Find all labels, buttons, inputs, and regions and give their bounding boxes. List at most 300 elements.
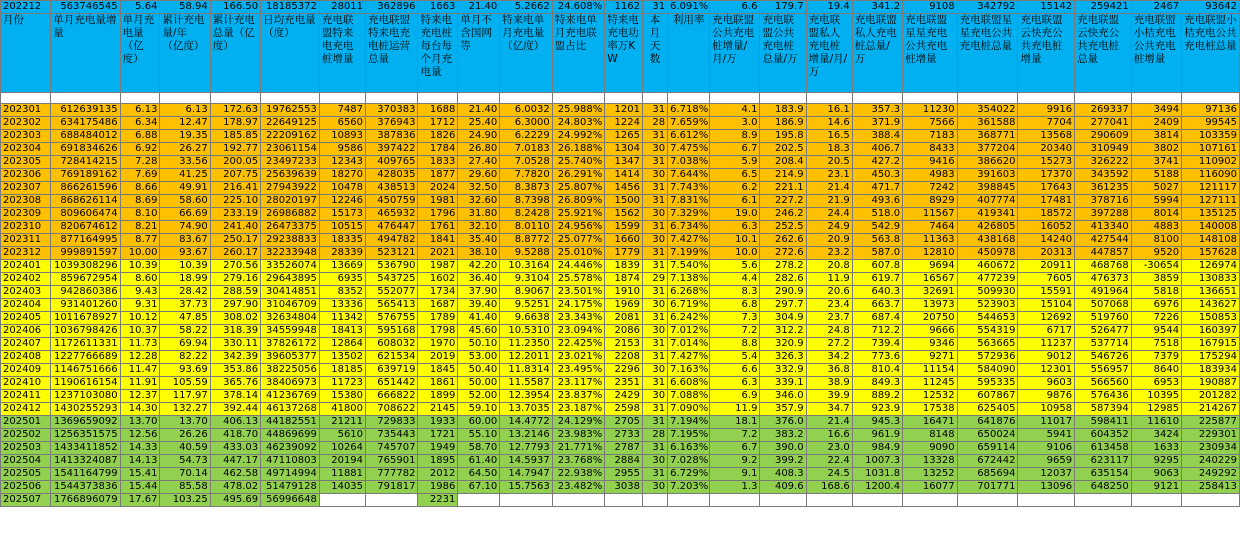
cell[interactable]: 397288 <box>1075 208 1132 221</box>
cell[interactable]: 207.75 <box>210 169 260 182</box>
cell[interactable]: 38.10 <box>458 247 500 260</box>
cell[interactable]: 67.10 <box>458 481 500 494</box>
cell[interactable]: 7.088% <box>668 390 710 403</box>
cell[interactable]: 12301 <box>1018 364 1075 377</box>
cell[interactable] <box>1018 494 1075 507</box>
cell[interactable]: 39.9 <box>806 390 852 403</box>
cell[interactable]: 2787 <box>605 442 643 455</box>
cell[interactable]: 13669 <box>319 260 365 273</box>
cell[interactable]: 61.40 <box>458 455 500 468</box>
cell[interactable]: 607867 <box>957 390 1018 403</box>
cell[interactable]: 5027 <box>1131 182 1181 195</box>
cell[interactable]: 7226 <box>1131 312 1181 325</box>
cell[interactable]: 22649125 <box>261 117 320 130</box>
cell[interactable]: 23.187% <box>552 403 604 416</box>
cell[interactable]: 418.70 <box>210 429 260 442</box>
empty-cell[interactable] <box>1131 93 1181 104</box>
cell[interactable]: 6.719% <box>668 299 710 312</box>
cell[interactable]: 32.10 <box>458 221 500 234</box>
cell[interactable]: 406.7 <box>852 143 902 156</box>
cell[interactable]: 32634804 <box>261 312 320 325</box>
cell[interactable]: 8.21 <box>120 221 160 234</box>
cell[interactable]: 729833 <box>366 416 418 429</box>
cell[interactable]: 9063 <box>1131 468 1181 481</box>
cell[interactable]: 8.69 <box>120 195 160 208</box>
cell[interactable]: 20911 <box>1018 260 1075 273</box>
cell[interactable]: 23.495% <box>552 364 604 377</box>
cell[interactable]: 9.3104 <box>500 273 552 286</box>
cell[interactable]: 42.20 <box>458 260 500 273</box>
column-header[interactable]: 本月天数 <box>642 14 667 93</box>
cell[interactable]: 7.0183 <box>500 143 552 156</box>
cell[interactable]: 31 <box>642 403 667 416</box>
cell[interactable]: 8.0110 <box>500 221 552 234</box>
cell[interactable]: 576755 <box>366 312 418 325</box>
empty-cell[interactable] <box>1075 93 1132 104</box>
cell[interactable]: 523903 <box>957 299 1018 312</box>
cell[interactable]: 391603 <box>957 169 1018 182</box>
cell[interactable]: 471.7 <box>852 182 902 195</box>
cell[interactable]: 11017 <box>1018 416 1075 429</box>
cell[interactable]: 47.85 <box>160 312 210 325</box>
cell[interactable]: 56996648 <box>261 494 320 507</box>
cell[interactable]: 230934 <box>1182 442 1240 455</box>
cell[interactable]: 361235 <box>1075 182 1132 195</box>
cell[interactable]: 1456 <box>605 182 643 195</box>
summary-cell[interactable]: 6.091% <box>668 1 710 14</box>
cell[interactable]: 202312 <box>1 247 51 260</box>
cell[interactable]: 9916 <box>1018 104 1075 117</box>
cell[interactable]: 185.85 <box>210 130 260 143</box>
cell[interactable]: 13328 <box>903 455 958 468</box>
cell[interactable]: 370383 <box>366 104 418 117</box>
cell[interactable]: 7487 <box>319 104 365 117</box>
cell[interactable]: 31 <box>642 260 667 273</box>
cell[interactable]: 21.4 <box>806 416 852 429</box>
cell[interactable]: 15.7563 <box>500 481 552 494</box>
cell[interactable]: 409765 <box>366 156 418 169</box>
cell[interactable]: 2598 <box>605 403 643 416</box>
cell[interactable]: 542.9 <box>852 221 902 234</box>
cell[interactable]: 195.8 <box>760 130 806 143</box>
cell[interactable]: 260.17 <box>210 247 260 260</box>
cell[interactable]: 24.8 <box>806 325 852 338</box>
cell[interactable]: 7.2 <box>710 325 760 338</box>
cell[interactable]: 54.73 <box>160 455 210 468</box>
summary-cell[interactable]: 1162 <box>605 1 643 14</box>
cell[interactable]: 38406973 <box>261 377 320 390</box>
cell[interactable]: 40.59 <box>160 442 210 455</box>
cell[interactable]: 1541164799 <box>51 468 120 481</box>
cell[interactable]: 12864 <box>319 338 365 351</box>
cell[interactable]: 651442 <box>366 377 418 390</box>
cell[interactable]: 10.1 <box>710 234 760 247</box>
cell[interactable]: 9.5288 <box>500 247 552 260</box>
cell[interactable]: 15273 <box>1018 156 1075 169</box>
cell[interactable]: 576436 <box>1075 390 1132 403</box>
cell[interactable]: 103359 <box>1182 130 1240 143</box>
cell[interactable]: 1874 <box>605 273 643 286</box>
cell[interactable]: 310949 <box>1075 143 1132 156</box>
cell[interactable]: 282.6 <box>760 273 806 286</box>
cell[interactable]: 6935 <box>319 273 365 286</box>
cell[interactable]: 595335 <box>957 377 1018 390</box>
cell[interactable]: 320.9 <box>760 338 806 351</box>
cell[interactable]: 378716 <box>1075 195 1132 208</box>
column-header[interactable]: 特来电充电桩每台每个月充电量 <box>418 14 458 93</box>
cell[interactable]: 1414 <box>605 169 643 182</box>
cell[interactable]: 7.3 <box>710 312 760 325</box>
cell[interactable]: 650024 <box>957 429 1018 442</box>
cell[interactable]: 202503 <box>1 442 51 455</box>
cell[interactable] <box>1131 494 1181 507</box>
cell[interactable]: 18270 <box>319 169 365 182</box>
cell[interactable]: 26473375 <box>261 221 320 234</box>
cell[interactable]: 7464 <box>903 221 958 234</box>
cell[interactable]: 19.0 <box>710 208 760 221</box>
cell[interactable]: 1433411852 <box>51 442 120 455</box>
cell[interactable]: 1839 <box>605 260 643 273</box>
cell[interactable]: 5610 <box>319 429 365 442</box>
cell[interactable]: 6.88 <box>120 130 160 143</box>
cell[interactable]: 8.9 <box>710 130 760 143</box>
cell[interactable]: 30 <box>642 364 667 377</box>
cell[interactable]: 31 <box>642 104 667 117</box>
cell[interactable]: 563.8 <box>852 234 902 247</box>
cell[interactable]: 791817 <box>366 481 418 494</box>
cell[interactable]: 8.8772 <box>500 234 552 247</box>
cell[interactable]: 330.11 <box>210 338 260 351</box>
cell[interactable]: 565413 <box>366 299 418 312</box>
cell[interactable]: 49.91 <box>160 182 210 195</box>
cell[interactable]: 399.2 <box>760 455 806 468</box>
cell[interactable]: 41.40 <box>458 312 500 325</box>
cell[interactable]: 1877 <box>418 169 458 182</box>
cell[interactable]: 13.70 <box>120 416 160 429</box>
cell[interactable]: 20194 <box>319 455 365 468</box>
cell[interactable]: 554319 <box>957 325 1018 338</box>
cell[interactable]: 60.00 <box>458 416 500 429</box>
empty-cell[interactable] <box>120 93 160 104</box>
cell[interactable]: 214.9 <box>760 169 806 182</box>
cell[interactable]: 190887 <box>1182 377 1240 390</box>
cell[interactable]: 11154 <box>903 364 958 377</box>
cell[interactable]: 640.3 <box>852 286 902 299</box>
cell[interactable]: 1687 <box>418 299 458 312</box>
cell[interactable]: 4.4 <box>710 273 760 286</box>
cell[interactable]: 1845 <box>418 364 458 377</box>
cell[interactable]: 150853 <box>1182 312 1240 325</box>
cell[interactable]: 13096 <box>1018 481 1075 494</box>
cell[interactable]: 202402 <box>1 273 51 286</box>
cell[interactable]: 30 <box>642 481 667 494</box>
cell[interactable]: 31 <box>642 156 667 169</box>
cell[interactable]: 427544 <box>1075 234 1132 247</box>
cell[interactable]: 23.021% <box>552 351 604 364</box>
cell[interactable]: 202405 <box>1 312 51 325</box>
cell[interactable]: 495.69 <box>210 494 260 507</box>
summary-cell[interactable]: 342792 <box>957 1 1018 14</box>
cell[interactable]: 2208 <box>605 351 643 364</box>
cell[interactable]: 408.3 <box>760 468 806 481</box>
cell[interactable]: 343592 <box>1075 169 1132 182</box>
cell[interactable]: 476373 <box>1075 273 1132 286</box>
cell[interactable]: 50.40 <box>458 364 500 377</box>
cell[interactable]: 6.13 <box>160 104 210 117</box>
cell[interactable]: 202306 <box>1 169 51 182</box>
cell[interactable]: 16077 <box>903 481 958 494</box>
cell[interactable]: 1899 <box>418 390 458 403</box>
cell[interactable]: 23.4 <box>806 299 852 312</box>
cell[interactable]: 9.2 <box>710 455 760 468</box>
cell[interactable]: 2884 <box>605 455 643 468</box>
cell[interactable]: 8.9067 <box>500 286 552 299</box>
cell[interactable]: 1031.8 <box>852 468 902 481</box>
cell[interactable]: 41.25 <box>160 169 210 182</box>
cell[interactable]: 10.39 <box>120 260 160 273</box>
cell[interactable]: 1007.3 <box>852 455 902 468</box>
cell[interactable]: 5818 <box>1131 286 1181 299</box>
cell[interactable]: 5188 <box>1131 169 1181 182</box>
cell[interactable]: 773.6 <box>852 351 902 364</box>
cell[interactable]: 221.1 <box>760 182 806 195</box>
cell[interactable]: 2409 <box>1131 117 1181 130</box>
cell[interactable]: 3802 <box>1131 143 1181 156</box>
cell[interactable]: 38.9 <box>806 377 852 390</box>
cell[interactable]: 7183 <box>903 130 958 143</box>
cell[interactable] <box>852 494 902 507</box>
cell[interactable]: 25.988% <box>552 104 604 117</box>
cell[interactable]: 11.2350 <box>500 338 552 351</box>
cell[interactable]: 202505 <box>1 468 51 481</box>
cell[interactable]: 192.77 <box>210 143 260 156</box>
cell[interactable]: 1413324087 <box>51 455 120 468</box>
cell[interactable]: 6.8 <box>710 299 760 312</box>
cell[interactable]: 961.9 <box>852 429 902 442</box>
cell[interactable]: 427.2 <box>852 156 902 169</box>
cell[interactable]: 69.94 <box>160 338 210 351</box>
cell[interactable] <box>903 494 958 507</box>
cell[interactable]: 44869699 <box>261 429 320 442</box>
cell[interactable]: 20313 <box>1018 247 1075 260</box>
cell[interactable]: 701771 <box>957 481 1018 494</box>
cell[interactable]: 202309 <box>1 208 51 221</box>
cell[interactable]: 10.00 <box>120 247 160 260</box>
cell[interactable]: 8148 <box>903 429 958 442</box>
cell[interactable]: 20.9 <box>806 234 852 247</box>
cell[interactable]: 1633 <box>1131 442 1181 455</box>
cell[interactable]: 9694 <box>903 260 958 273</box>
column-header[interactable]: 单月充电量（亿度） <box>120 14 160 93</box>
cell[interactable]: 32233948 <box>261 247 320 260</box>
cell[interactable]: 1986 <box>418 481 458 494</box>
cell[interactable]: 566560 <box>1075 377 1132 390</box>
cell[interactable]: 16567 <box>903 273 958 286</box>
cell[interactable]: 1369659092 <box>51 416 120 429</box>
cell[interactable]: 83.67 <box>160 234 210 247</box>
cell[interactable]: 202.5 <box>760 143 806 156</box>
cell[interactable]: 1011678927 <box>51 312 120 325</box>
cell[interactable]: 494782 <box>366 234 418 247</box>
cell[interactable]: 9346 <box>903 338 958 351</box>
column-header[interactable]: 充电联盟特来电充电桩增量 <box>319 14 365 93</box>
cell[interactable]: 556957 <box>1075 364 1132 377</box>
cell[interactable]: 1500 <box>605 195 643 208</box>
cell[interactable]: 648250 <box>1075 481 1132 494</box>
cell[interactable]: 45.60 <box>458 325 500 338</box>
cell[interactable]: 378.14 <box>210 390 260 403</box>
cell[interactable]: 14.6 <box>806 117 852 130</box>
cell[interactable]: 5.6 <box>710 260 760 273</box>
cell[interactable]: 8.3873 <box>500 182 552 195</box>
cell[interactable]: 419341 <box>957 208 1018 221</box>
cell[interactable]: 3.0 <box>710 117 760 130</box>
cell[interactable]: 202412 <box>1 403 51 416</box>
cell[interactable]: 6.92 <box>120 143 160 156</box>
cell[interactable]: 462.58 <box>210 468 260 481</box>
cell[interactable]: 297.90 <box>210 299 260 312</box>
cell[interactable]: 6.612% <box>668 130 710 143</box>
cell[interactable]: 587394 <box>1075 403 1132 416</box>
cell[interactable]: 93.67 <box>160 247 210 260</box>
cell[interactable]: 15.41 <box>120 468 160 481</box>
cell[interactable]: 16.6 <box>806 429 852 442</box>
cell[interactable]: 8.3 <box>710 286 760 299</box>
cell[interactable]: 30 <box>642 455 667 468</box>
cell[interactable]: 246.2 <box>760 208 806 221</box>
cell[interactable]: 130833 <box>1182 273 1240 286</box>
cell[interactable]: 507068 <box>1075 299 1132 312</box>
cell[interactable]: 16471 <box>903 416 958 429</box>
column-header[interactable]: 充电联盟特来电充电桩运营总量 <box>366 14 418 93</box>
cell[interactable]: 6.34 <box>120 117 160 130</box>
cell[interactable]: 6.2 <box>710 182 760 195</box>
cell[interactable]: -30654 <box>1131 260 1181 273</box>
cell[interactable]: 608032 <box>366 338 418 351</box>
cell[interactable]: 21.771% <box>552 442 604 455</box>
column-header[interactable]: 特来电单月充电量（亿度） <box>500 14 552 93</box>
cell[interactable]: 38225056 <box>261 364 320 377</box>
cell[interactable]: 612639135 <box>51 104 120 117</box>
summary-cell[interactable]: 19.4 <box>806 1 852 14</box>
cell[interactable]: 688484012 <box>51 130 120 143</box>
cell[interactable]: 23.0 <box>806 442 852 455</box>
cell[interactable]: 10.12 <box>120 312 160 325</box>
cell[interactable]: 312.2 <box>760 325 806 338</box>
cell[interactable]: 8.7398 <box>500 195 552 208</box>
cell[interactable]: 13502 <box>319 351 365 364</box>
cell[interactable]: 460672 <box>957 260 1018 273</box>
cell[interactable]: 21.40 <box>458 104 500 117</box>
cell[interactable]: 202403 <box>1 286 51 299</box>
column-header[interactable]: 充电联盟小桔充电公共充电桩增量 <box>1131 14 1181 93</box>
cell[interactable]: 12532 <box>903 390 958 403</box>
cell[interactable]: 809606474 <box>51 208 120 221</box>
cell[interactable]: 10958 <box>1018 403 1075 416</box>
cell[interactable]: 1798 <box>418 325 458 338</box>
cell[interactable]: 208.4 <box>760 156 806 169</box>
cell[interactable]: 1039308296 <box>51 260 120 273</box>
empty-cell[interactable] <box>642 93 667 104</box>
cell[interactable]: 202401 <box>1 260 51 273</box>
cell[interactable]: 5994 <box>1131 195 1181 208</box>
cell[interactable]: 36.8 <box>806 364 852 377</box>
cell[interactable]: 6.13 <box>120 104 160 117</box>
cell[interactable]: 16.5 <box>806 130 852 143</box>
cell[interactable]: 241.40 <box>210 221 260 234</box>
cell[interactable]: 12.56 <box>120 429 160 442</box>
cell[interactable]: 31 <box>642 195 667 208</box>
cell[interactable]: 30 <box>642 390 667 403</box>
cell[interactable]: 8014 <box>1131 208 1181 221</box>
cell[interactable]: 1688 <box>418 104 458 117</box>
cell[interactable]: 58.70 <box>458 442 500 455</box>
cell[interactable]: 6560 <box>319 117 365 130</box>
cell[interactable]: 116090 <box>1182 169 1240 182</box>
cell[interactable]: 1987 <box>418 260 458 273</box>
cell[interactable]: 12692 <box>1018 312 1075 325</box>
cell[interactable]: 29643895 <box>261 273 320 286</box>
cell[interactable]: 24.9 <box>806 221 852 234</box>
cell[interactable]: 9544 <box>1131 325 1181 338</box>
cell[interactable]: 12.7793 <box>500 442 552 455</box>
cell[interactable]: 26.27 <box>160 143 210 156</box>
column-header[interactable]: 充电联盟公共充电桩总量/万 <box>760 14 806 93</box>
cell[interactable]: 7605 <box>1018 273 1075 286</box>
cell[interactable]: 24.129% <box>552 416 604 429</box>
cell[interactable]: 29 <box>642 273 667 286</box>
cell[interactable]: 635154 <box>1075 468 1132 481</box>
cell[interactable]: 476447 <box>366 221 418 234</box>
cell[interactable]: 74.90 <box>160 221 210 234</box>
cell[interactable]: 1227766689 <box>51 351 120 364</box>
cell[interactable]: 6.3000 <box>500 117 552 130</box>
cell[interactable]: 250.17 <box>210 234 260 247</box>
cell[interactable]: 478.02 <box>210 481 260 494</box>
cell[interactable]: 619.7 <box>852 273 902 286</box>
cell[interactable]: 1895 <box>418 455 458 468</box>
cell[interactable]: 621534 <box>366 351 418 364</box>
column-header[interactable]: 日均充电量（度） <box>261 14 320 93</box>
cell[interactable]: 1761 <box>418 221 458 234</box>
empty-cell[interactable] <box>1 93 51 104</box>
cell[interactable]: 34.7 <box>806 403 852 416</box>
column-header[interactable]: 月份 <box>1 14 51 93</box>
cell[interactable]: 13.7035 <box>500 403 552 416</box>
cell[interactable]: 23.983% <box>552 429 604 442</box>
cell[interactable]: 6.5 <box>710 169 760 182</box>
cell[interactable]: 18572 <box>1018 208 1075 221</box>
cell[interactable]: 27943922 <box>261 182 320 195</box>
cell[interactable]: 135125 <box>1182 208 1240 221</box>
cell[interactable]: 18.3 <box>806 143 852 156</box>
cell[interactable]: 22.425% <box>552 338 604 351</box>
cell[interactable]: 216.41 <box>210 182 260 195</box>
cell[interactable]: 739.4 <box>852 338 902 351</box>
cell[interactable]: 31 <box>642 130 667 143</box>
cell[interactable]: 9666 <box>903 325 958 338</box>
cell[interactable]: 233.19 <box>210 208 260 221</box>
cell[interactable]: 202504 <box>1 455 51 468</box>
cell[interactable]: 10893 <box>319 130 365 143</box>
cell[interactable]: 859672954 <box>51 273 120 286</box>
cell[interactable]: 23.768% <box>552 455 604 468</box>
cell[interactable]: 450759 <box>366 195 418 208</box>
cell[interactable]: 132.27 <box>160 403 210 416</box>
cell[interactable]: 11230 <box>903 104 958 117</box>
cell[interactable]: 17643 <box>1018 182 1075 195</box>
cell[interactable] <box>710 494 760 507</box>
